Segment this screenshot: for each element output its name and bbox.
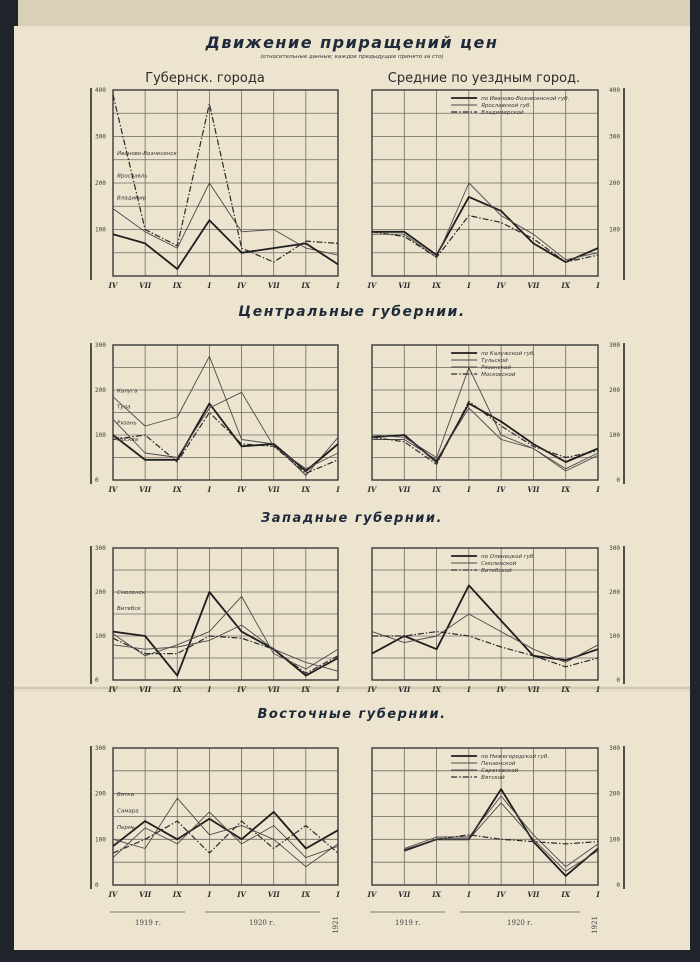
curve-annotation: Самара: [117, 808, 139, 815]
y-tick-label: 300: [95, 745, 106, 752]
x-tick-label: VII: [398, 890, 411, 899]
legend-entry: по Иваново-Вознесенской губ.: [481, 96, 570, 102]
x-tick-label: IX: [172, 890, 182, 899]
y-tick-label: 300: [609, 545, 620, 552]
x-tick-label: IV: [108, 485, 118, 494]
x-tick-label: I: [336, 890, 340, 899]
x-tick-label: I: [336, 685, 340, 694]
x-tick-label: VII: [527, 685, 540, 694]
x-tick-label: IV: [237, 485, 246, 494]
y-tick-label: 100: [609, 432, 620, 439]
region-title-western: Западные губернии.: [261, 511, 443, 526]
y-tick-label: 200: [609, 790, 620, 798]
x-tick-label: IX: [301, 890, 311, 899]
curve-annotation: Калуга: [117, 388, 138, 395]
x-tick-label: I: [336, 281, 340, 290]
x-tick-label: VII: [527, 890, 540, 899]
panel-header-right: Средние по уездным город.: [387, 71, 581, 86]
x-tick-label: I: [207, 890, 212, 899]
x-tick-label: VII: [139, 685, 152, 694]
x-tick-label: IX: [561, 890, 571, 899]
x-tick-label: VII: [398, 485, 411, 494]
curve-annotation: Витебск: [117, 606, 141, 613]
curve-annotation: Иваново-Вознесенск: [117, 151, 177, 158]
x-tick-label: VII: [527, 485, 540, 494]
x-tick-label: IX: [432, 890, 441, 899]
y-tick-label: 200: [95, 790, 106, 798]
x-tick-label: VII: [267, 890, 280, 899]
legend-entry: Владимирской: [481, 110, 524, 116]
x-tick-label: IX: [301, 281, 311, 290]
x-tick-label: IV: [237, 685, 246, 694]
region-title-eastern: Восточные губернии.: [257, 707, 447, 722]
year-label-1921-left: 1921: [332, 916, 340, 934]
x-tick-label: VII: [267, 685, 280, 694]
curve-annotation: Рязань: [117, 420, 137, 427]
y-tick-label: 300: [609, 342, 620, 349]
curve-annotation: Вятка: [117, 791, 134, 798]
x-tick-label: IV: [367, 685, 377, 694]
y-tick-label: 100: [609, 226, 620, 234]
x-tick-label: IX: [432, 685, 441, 694]
legend-entry: Витебской: [481, 568, 512, 574]
legend-entry: Вятской: [481, 775, 505, 781]
x-tick-label: I: [467, 685, 471, 694]
y-tick-label: 200: [95, 589, 106, 596]
x-tick-label: IV: [496, 685, 506, 694]
x-tick-label: VII: [139, 281, 152, 290]
year-label-1920-right: 1920 г.: [507, 919, 533, 927]
x-tick-label: VII: [139, 485, 152, 494]
y-tick-label: 0: [95, 677, 99, 684]
x-tick-label: I: [467, 281, 471, 290]
curve-annotation: Москва: [117, 436, 139, 443]
y-tick-label: 100: [95, 633, 106, 640]
y-tick-label: 100: [95, 226, 106, 234]
y-tick-label: 300: [95, 545, 106, 552]
x-tick-label: I: [596, 685, 600, 694]
legend-entry: Московской: [481, 372, 516, 378]
x-tick-label: I: [467, 485, 471, 494]
legend-entry: по Оленецкой губ.: [481, 554, 536, 560]
region-title-central: Центральные губернии.: [238, 304, 466, 320]
x-tick-label: I: [207, 685, 212, 694]
x-tick-label: IX: [561, 685, 571, 694]
x-tick-label: I: [207, 281, 212, 290]
curve-annotation: Владимир: [117, 195, 147, 202]
x-tick-label: I: [207, 485, 212, 494]
x-tick-label: IV: [108, 685, 118, 694]
x-tick-label: IV: [496, 281, 506, 290]
x-tick-label: IV: [496, 890, 506, 899]
legend-entry: Саратовской: [481, 768, 519, 774]
y-tick-label: 0: [95, 882, 99, 889]
panel-header-left: Губернск. города: [145, 71, 265, 86]
x-tick-label: IX: [172, 281, 182, 290]
legend-entry: Пензенской: [481, 761, 516, 767]
year-label-1919-left: 1919 г.: [135, 919, 161, 927]
x-tick-label: IX: [561, 281, 571, 290]
legend-entry: по Калужской губ.: [481, 351, 536, 357]
y-tick-label: 100: [609, 836, 620, 844]
x-tick-label: I: [596, 281, 600, 290]
y-tick-label: 0: [616, 677, 620, 684]
x-tick-label: IX: [432, 281, 441, 290]
x-tick-label: VII: [267, 485, 280, 494]
legend-entry: по Нижегородской губ.: [481, 754, 550, 760]
y-tick-label: 400: [95, 87, 106, 94]
y-tick-label: 200: [95, 387, 106, 394]
y-tick-label: 100: [95, 432, 106, 439]
legend-entry: Тульской: [481, 358, 508, 364]
x-tick-label: VII: [267, 281, 280, 290]
curve-annotation: Ярославль: [117, 173, 148, 180]
x-tick-label: IX: [301, 485, 311, 494]
legend-entry: Рязанской: [481, 365, 511, 371]
curve-annotation: Смоленск: [117, 590, 146, 597]
year-label-1921-right: 1921: [591, 916, 599, 934]
x-tick-label: IV: [496, 485, 506, 494]
legend-entry: Ярославской губ.: [481, 103, 532, 109]
paper-sheet-top: [18, 0, 690, 28]
y-tick-label: 300: [95, 133, 106, 141]
curve-annotation: Тула: [117, 404, 131, 411]
x-tick-label: I: [467, 890, 471, 899]
y-tick-label: 0: [616, 477, 620, 484]
legend-entry: Смоленской: [481, 561, 517, 567]
x-tick-label: IX: [301, 685, 311, 694]
x-tick-label: IV: [367, 890, 377, 899]
x-tick-label: IX: [432, 485, 441, 494]
x-tick-label: I: [596, 890, 600, 899]
curve-annotation: Пермь: [117, 824, 136, 831]
y-tick-label: 200: [609, 589, 620, 596]
x-tick-label: VII: [139, 890, 152, 899]
x-tick-label: IV: [108, 281, 118, 290]
page-title: Движение приращений цен: [205, 33, 499, 52]
x-tick-label: I: [336, 485, 340, 494]
x-tick-label: IV: [237, 281, 246, 290]
y-tick-label: 200: [95, 180, 106, 187]
x-tick-label: VII: [398, 685, 411, 694]
y-tick-label: 300: [609, 133, 620, 141]
x-tick-label: I: [596, 485, 600, 494]
x-tick-label: IV: [237, 890, 246, 899]
y-tick-label: 300: [609, 745, 620, 752]
y-tick-label: 100: [609, 633, 620, 640]
y-tick-label: 100: [95, 836, 106, 844]
x-tick-label: IX: [561, 485, 571, 494]
x-tick-label: IX: [172, 485, 182, 494]
y-tick-label: 0: [95, 477, 99, 484]
page-subtitle: (относительные данные; каждое предыдущее принято за сто): [260, 54, 444, 60]
x-tick-label: IV: [108, 890, 118, 899]
x-tick-label: VII: [398, 281, 411, 290]
x-tick-label: IV: [367, 485, 377, 494]
year-label-1919-right: 1919 г.: [395, 919, 421, 927]
year-label-1920-left: 1920 г.: [249, 919, 275, 927]
y-tick-label: 200: [609, 387, 620, 394]
y-tick-label: 400: [609, 87, 620, 94]
y-tick-label: 200: [609, 180, 620, 187]
x-tick-label: VII: [527, 281, 540, 290]
y-tick-label: 0: [616, 882, 620, 889]
x-tick-label: IV: [367, 281, 377, 290]
y-tick-label: 300: [95, 342, 106, 349]
x-tick-label: IX: [172, 685, 182, 694]
